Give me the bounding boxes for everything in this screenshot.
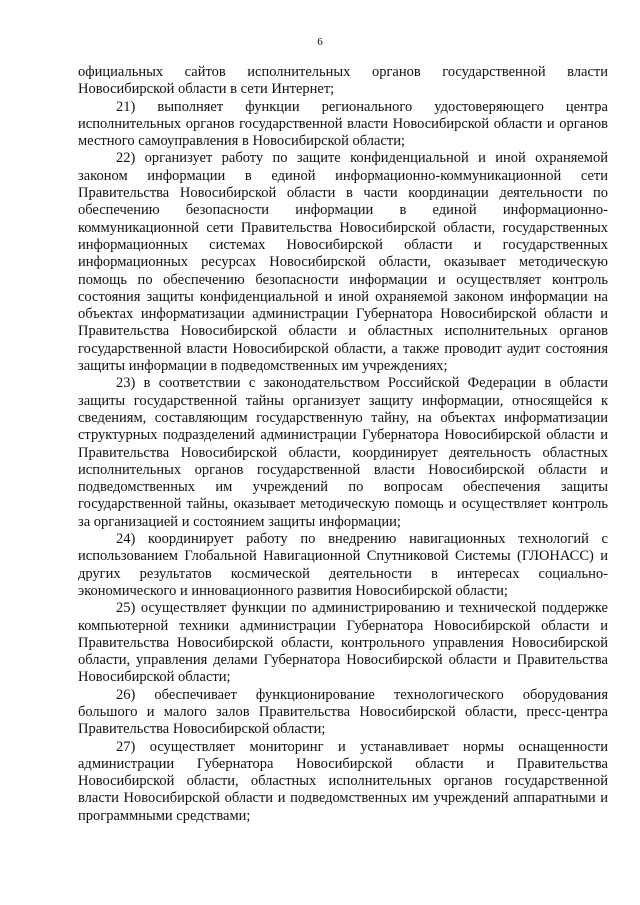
- paragraph-item-24: 24) координирует работу по внедрению навигационных технологий с использованием Глобальной Навигационной Спутниковой Системы (ГЛОНАСС) и других результатов космической деятельности в интересах социально-экономического и инновационного развития Новосибирской области;: [78, 531, 608, 599]
- paragraph-item-26: 26) обеспечивает функционирование технологического оборудования большого и малого залов Правительства Новосибирской области, пресс-центра Правительства Новосибирской области;: [78, 686, 608, 738]
- page-number: 6: [317, 36, 323, 48]
- paragraph-item-27: 27) осуществляет мониторинг и устанавливает нормы оснащенности администрации Губернатора Новосибирской области и Правительства Новосибирской области, областных исполнительных органов государственной власти Новосибирской области и подведомственных им учреждений аппаратными и программными средствами;: [78, 738, 608, 824]
- paragraph-continuation: официальных сайтов исполнительных органов государственной власти Новосибирской области в сети Интернет;: [78, 64, 608, 98]
- document-body: [78, 64, 608, 825]
- paragraph-item-21: 21) выполняет функции регионального удостоверяющего центра исполнительных органов государственной власти Новосибирской области и органов местного самоуправления в Новосибирской области;: [78, 98, 608, 150]
- paragraph-item-25: 25) осуществляет функции по администрированию и технической поддержке компьютерной техники администрации Губернатора Новосибирской области и Правительства Новосибирской области, контрольного управления Новосибирской области, управления делами Губернатора Новосибирской области и Правительства Новосибирской области;: [78, 600, 608, 686]
- paragraph-item-23: 23) в соответствии с законодательством Российской Федерации в области защиты государственной тайны организует защиту информации, относящейся к сведениям, составляющим государственную тайну, на объектах информатизации структурных подразделений администрации Губернатора Новосибирской области и Правительства Новосибирской области, координирует деятельность областных исполнительных органов государственной власти Новосибирской области и подведомственных им учреждений по вопросам обеспечения защиты государственной тайны, оказывает методическую помощь и осуществляет контроль за организацией и состоянием защиты информации;: [78, 375, 608, 530]
- paragraph-item-22: 22) организует работу по защите конфиденциальной и иной охраняемой законом информации в единой информационно-коммуникационной сети Правительства Новосибирской области в части координации деятельности по обеспечению безопасности информации в единой информационно-коммуникационной сети Правительства Новосибирской области, государственных информационных системах Новосибирской области и государственных информационных ресурсах Новосибирской области, оказывает методическую помощь по обеспечению безопасности информации и осуществляет контроль состояния защиты конфиденциальной и иной охраняемой законом информации на объектах информатизации администрации Губернатора Новосибирской области и Правительства Новосибирской области и областных исполнительных органов государственной власти Новосибирской области, а также проводит аудит состояния защиты информации в подведомственных им учреждениях;: [78, 150, 608, 375]
